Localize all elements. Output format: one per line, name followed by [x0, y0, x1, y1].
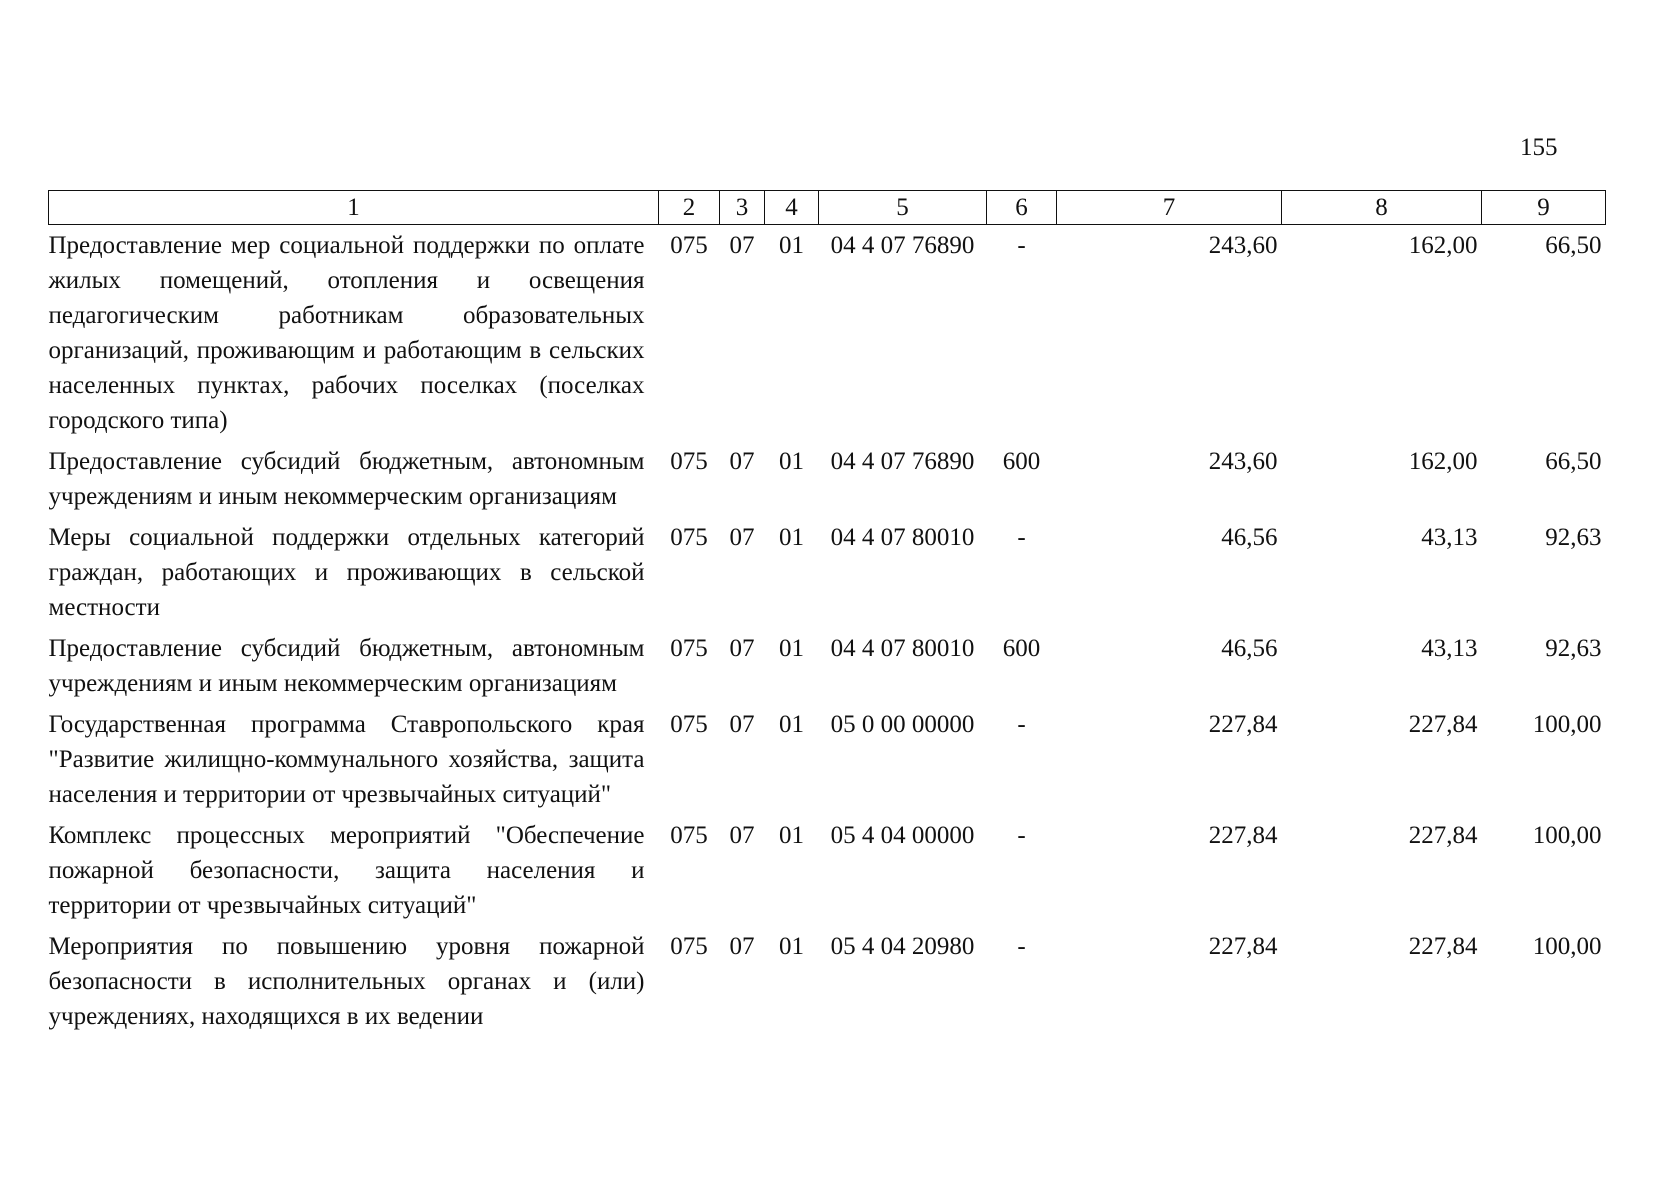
cell-col-6: -: [1017, 933, 1026, 960]
cell-col-4: 01: [779, 635, 804, 662]
cell-col-6: -: [1017, 524, 1026, 551]
cell-col-8: 162,00: [1408, 448, 1478, 475]
table-row: [49, 225, 1606, 442]
cell-col-7: 227,84: [1208, 822, 1278, 849]
cell-col-4: 01: [779, 448, 804, 475]
header-row: [49, 191, 1606, 225]
table-row: [49, 441, 1606, 517]
cell-col-9: 92,63: [1545, 524, 1602, 551]
cell-col-3: 07: [729, 232, 755, 259]
cell-col-2: 075: [670, 232, 708, 259]
cell-col-5: 04 4 07 76890: [830, 448, 975, 475]
cell-col-8: 162,00: [1408, 232, 1478, 259]
table-row: [49, 704, 1606, 815]
cell-col-6: -: [1017, 822, 1026, 849]
header-col-5: 5: [819, 191, 987, 225]
cell-col-6: 600: [1002, 635, 1041, 662]
cell-col-9: 66,50: [1545, 448, 1602, 475]
cell-col-9: 66,50: [1545, 232, 1602, 259]
header-col-9: 9: [1482, 191, 1606, 225]
table-row: [49, 815, 1606, 926]
cell-col-4: 01: [779, 524, 804, 551]
cell-col-4: 01: [779, 822, 804, 849]
cell-col-5: 04 4 07 80010: [830, 635, 975, 662]
cell-col-5: 05 4 04 00000: [830, 822, 975, 849]
cell-col-2: 075: [670, 822, 708, 849]
cell-col-7: 46,56: [1221, 635, 1278, 662]
cell-col-3: 07: [729, 822, 755, 849]
cell-col-3: 07: [729, 448, 755, 475]
cell-col-8: 43,13: [1421, 635, 1478, 662]
table-row: [49, 926, 1606, 1037]
cell-col-5: 05 0 00 00000: [830, 711, 975, 738]
table-body: [49, 225, 1606, 1038]
header-col-7: 7: [1057, 191, 1282, 225]
header-col-1: 1: [49, 191, 659, 225]
cell-col-5: 04 4 07 80010: [830, 524, 975, 551]
cell-col-5: 05 4 04 20980: [830, 933, 975, 960]
cell-col-8: 227,84: [1408, 822, 1478, 849]
cell-col-9: 92,63: [1545, 635, 1602, 662]
cell-col-7: 243,60: [1208, 448, 1278, 475]
cell-col-8: 227,84: [1408, 933, 1478, 960]
cell-col-2: 075: [670, 711, 708, 738]
row-name: Предоставление субсидий бюджетным, автономным учреждениям и иным некоммерческим организациям: [48, 448, 645, 510]
cell-col-4: 01: [779, 232, 804, 259]
table-row: [49, 628, 1606, 704]
cell-col-3: 07: [729, 635, 755, 662]
cell-col-2: 075: [670, 524, 708, 551]
cell-col-2: 075: [670, 448, 708, 475]
header-col-8: 8: [1282, 191, 1482, 225]
page-number: 155: [1520, 134, 1558, 161]
header-col-4: 4: [765, 191, 819, 225]
header-col-3: 3: [720, 191, 765, 225]
cell-col-7: 227,84: [1208, 711, 1278, 738]
table-header: [49, 191, 1606, 225]
cell-col-9: 100,00: [1532, 711, 1602, 738]
cell-col-4: 01: [779, 711, 804, 738]
cell-col-7: 46,56: [1221, 524, 1278, 551]
cell-col-8: 227,84: [1408, 711, 1478, 738]
cell-col-2: 075: [670, 933, 708, 960]
cell-col-7: 243,60: [1208, 232, 1278, 259]
row-name: Предоставление субсидий бюджетным, автономным учреждениям и иным некоммерческим организациям: [48, 635, 645, 697]
header-col-2: 2: [659, 191, 720, 225]
row-name: Меры социальной поддержки отдельных категорий граждан, работающих и проживающих в сельской местности: [48, 524, 645, 621]
header-col-6: 6: [987, 191, 1057, 225]
cell-col-6: -: [1017, 232, 1026, 259]
row-name: Комплекс процессных мероприятий "Обеспечение пожарной безопасности, защита населения и территории от чрезвычайных ситуаций": [48, 822, 645, 919]
cell-col-3: 07: [729, 711, 755, 738]
cell-col-6: -: [1017, 711, 1026, 738]
row-name: Мероприятия по повышению уровня пожарной безопасности в исполнительных органах и (или) учреждениях, находящихся в их ведении: [48, 933, 645, 1030]
cell-col-8: 43,13: [1421, 524, 1478, 551]
budget-table: [48, 190, 1606, 1037]
row-name: Государственная программа Ставропольского края "Развитие жилищно-коммунального хозяйства, защита населения и территории от чрезвычайных ситуаций": [48, 711, 645, 808]
cell-col-4: 01: [779, 933, 804, 960]
table-row: [49, 517, 1606, 628]
row-name: Предоставление мер социальной поддержки по оплате жилых помещений, отопления и освещения педагогическим работникам образовательных организаций, проживающим и работающим в сельских населенных пунктах, рабочих поселках (поселках городского типа): [48, 232, 645, 434]
cell-col-5: 04 4 07 76890: [830, 232, 975, 259]
cell-col-3: 07: [729, 933, 755, 960]
cell-col-9: 100,00: [1532, 933, 1602, 960]
cell-col-3: 07: [729, 524, 755, 551]
cell-col-7: 227,84: [1208, 933, 1278, 960]
cell-col-9: 100,00: [1532, 822, 1602, 849]
cell-col-6: 600: [1002, 448, 1041, 475]
cell-col-2: 075: [670, 635, 708, 662]
